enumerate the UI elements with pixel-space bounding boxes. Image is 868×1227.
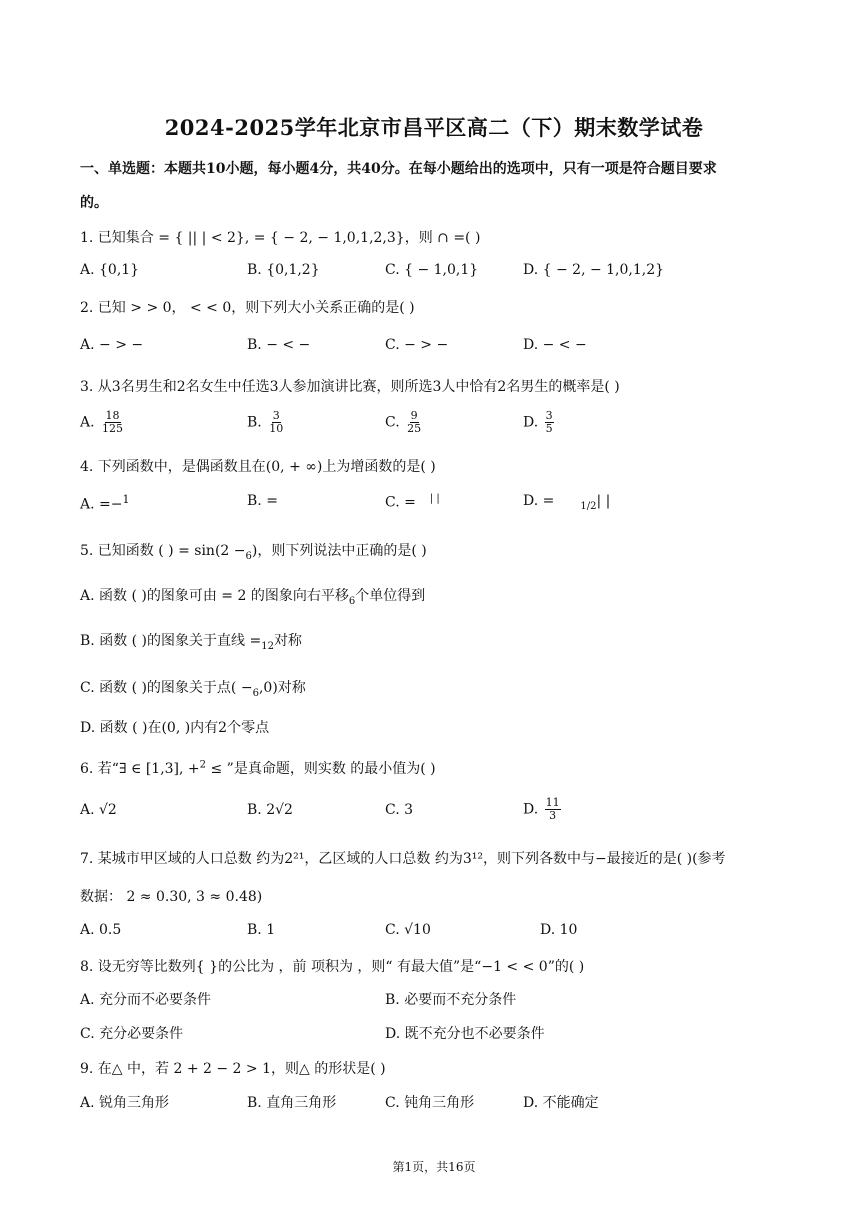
- q3-option-b: [247, 410, 284, 435]
- page-title: 2024-2025学年北京市昌平区高二（下）期末数学试卷: [164, 115, 704, 140]
- q7-option-c: C. √10: [385, 922, 431, 938]
- q5-option-c: [80, 677, 306, 699]
- q4-c-text: C. =: [385, 494, 416, 511]
- q3-c-fraction: $\frac{9}{25}$: [407, 409, 422, 435]
- q7-option-d: D. 10: [540, 922, 578, 938]
- q5-c-pre: C. 函数 ( )的图象关于点( −: [80, 680, 253, 696]
- q3-option-a: [80, 410, 124, 435]
- q4-a-text: A. =−: [80, 496, 123, 513]
- q6-d-label: D.: [523, 801, 539, 818]
- q9-option-c: C. 钝角三角形: [385, 1095, 475, 1111]
- q5-c-sub: 6: [252, 687, 259, 699]
- q6-option-a: A. √2: [80, 802, 117, 818]
- q5-a-sub: 6: [348, 595, 356, 607]
- q3-option-c: [385, 410, 422, 435]
- q4-option-c: [385, 493, 440, 511]
- q5-b-sub: 12: [261, 640, 274, 652]
- q2-option-d: D. − < −: [523, 337, 587, 353]
- q3-d-label: D.: [523, 414, 539, 431]
- q3-c-label: C.: [385, 414, 400, 431]
- q5-b-pre: B. 函数 ( )的图象关于直线 =: [80, 633, 262, 649]
- q1-option-a: A. {0,1}: [80, 262, 140, 278]
- q5-stem-post: )，则下列说法中正确的是( ): [251, 543, 427, 559]
- q7-reference-data: 数据： 2 ≈ 0.30, 3 ≈ 0.48): [80, 889, 263, 905]
- q5-c-post: ,0)对称: [258, 680, 306, 696]
- q4-d-tail: | |: [596, 493, 611, 509]
- q7-option-b: B. 1: [247, 922, 276, 938]
- q4-d-sub: 1/2: [580, 500, 597, 512]
- q2-option-a: A. − > −: [80, 337, 144, 353]
- q3-a-label: A.: [80, 414, 95, 431]
- q6-stem-post: ≤ ”是真命题，则实数 的最小值为( ): [206, 761, 436, 777]
- q6-option-d: [523, 797, 561, 822]
- q4-d-text: D. =: [523, 493, 555, 509]
- q5-stem-sub: 6: [245, 550, 252, 562]
- q3-d-fraction: $\frac{3}{5}$: [545, 409, 553, 435]
- q9-option-d: D. 不能确定: [523, 1095, 599, 1111]
- question-6-stem: [80, 758, 436, 778]
- q4-c-sup: | |: [429, 493, 440, 504]
- q3-b-label: B.: [247, 414, 262, 431]
- question-2-stem: 2. 已知 > > 0， < < 0，则下列大小关系正确的是( ): [80, 300, 415, 316]
- q4-option-b: B. =: [247, 493, 278, 509]
- q8-option-d: D. 既不充分也不必要条件: [385, 1026, 545, 1042]
- q5-option-a: [80, 585, 425, 607]
- q5-option-d: D. 函数 ( )在(0, )内有2个零点: [80, 720, 270, 736]
- q5-a-post: 个单位得到: [355, 588, 426, 604]
- q6-option-c: C. 3: [385, 802, 414, 818]
- page-footer: 第1页，共16页: [392, 1160, 476, 1174]
- q4-a-sup: 1: [122, 493, 130, 506]
- q8-option-c: C. 充分必要条件: [80, 1026, 184, 1042]
- q3-a-fraction: $\frac{18}{125}$: [102, 409, 124, 435]
- q6-option-b: B. 2√2: [247, 802, 293, 818]
- question-3-stem: 3. 从3名男生和2名女生中任选3人参加演讲比赛，则所选3人中恰有2名男生的概率是( ): [80, 379, 620, 395]
- q1-option-d: D. { − 2, − 1,0,1,2}: [523, 262, 665, 278]
- q5-stem-pre: 5. 已知函数 ( ) = sin(2 −: [80, 543, 246, 559]
- section-heading: 一、单选题：本题共10小题，每小题4分，共40分。在每小题给出的选项中，只有一项是符合题目要求: [80, 161, 717, 177]
- q5-b-post: 对称: [273, 633, 302, 649]
- q2-option-b: B. − < −: [247, 337, 311, 353]
- question-7-stem: 7. 某城市甲区域的人口总数 约为2²¹，乙区域的人口总数 约为3¹²，则下列各数中与−最接近的是( )(参考: [80, 851, 726, 867]
- q1-option-c: C. { − 1,0,1}: [385, 262, 479, 278]
- question-9-stem: 9. 在△ 中，若 2 + 2 − 2 > 1，则△ 的形状是( ): [80, 1061, 386, 1077]
- question-5-stem: [80, 540, 427, 562]
- question-8-stem: 8. 设无穷等比数列{ }的公比为 ，前 项积为 ，则“ 有最大值”是“−1 < < 0”的( ): [80, 959, 585, 975]
- q6-stem-pre: 6. 若“∃ ∈ [1,3], +: [80, 761, 200, 777]
- q5-a-pre: A. 函数 ( )的图象可由 = 2 的图象向右平移: [80, 588, 349, 604]
- q5-option-b: [80, 630, 302, 652]
- q9-option-a: A. 锐角三角形: [80, 1095, 170, 1111]
- q3-option-d: [523, 410, 554, 435]
- q3-b-fraction: $\frac{3}{10}$: [269, 409, 284, 435]
- q9-option-b: B. 直角三角形: [247, 1095, 337, 1111]
- q4-option-d: [523, 493, 610, 512]
- question-1-stem: 1. 已知集合 = { || | < 2}, = { − 2, − 1,0,1,2,3}，则 ∩ =( ): [80, 230, 481, 246]
- q8-option-b: B. 必要而不充分条件: [385, 992, 517, 1008]
- q1-option-b: B. {0,1,2}: [247, 262, 320, 278]
- section-heading-cont: 的。: [80, 195, 108, 211]
- q8-option-a: A. 充分而不必要条件: [80, 992, 212, 1008]
- q2-option-c: C. − > −: [385, 337, 449, 353]
- q4-option-a: [80, 493, 129, 513]
- q6-d-fraction: $\frac{11}{3}$: [545, 796, 560, 822]
- question-4-stem: 4. 下列函数中，是偶函数且在(0, + ∞)上为增函数的是( ): [80, 459, 436, 475]
- q6-stem-sup: 2: [199, 759, 207, 771]
- q7-option-a: A. 0.5: [80, 922, 122, 938]
